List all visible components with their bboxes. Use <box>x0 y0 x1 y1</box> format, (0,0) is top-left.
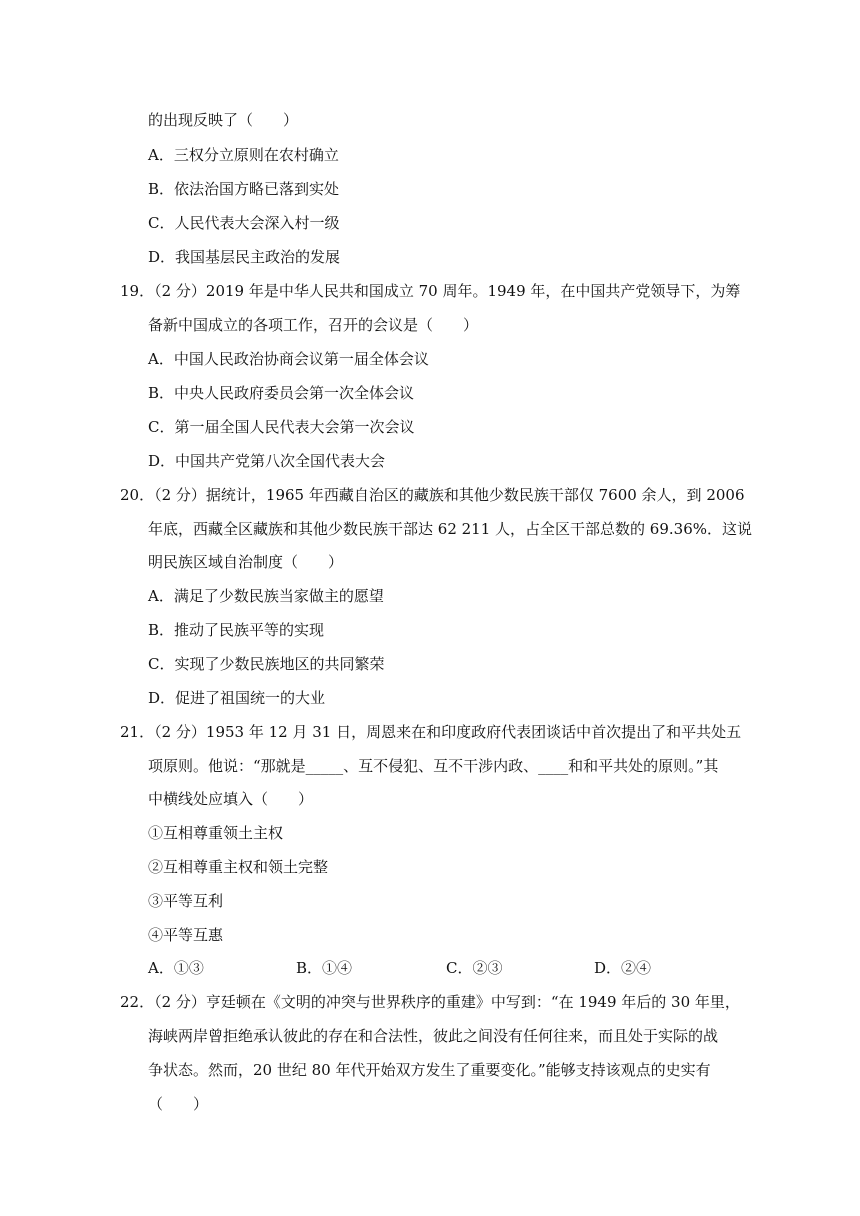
q19-option-b: B．中央人民政府委员会第一次全体会议 <box>148 384 415 402</box>
q20-option-a: A．满足了少数民族当家做主的愿望 <box>148 587 384 605</box>
q18-option-b: B．依法治国方略已落到实处 <box>148 180 340 198</box>
q19-stem-line-2: 备新中国成立的各项工作，召开的会议是（ ） <box>148 316 479 334</box>
q22-stem-line-1: 22．（2 分）亨廷顿在《文明的冲突与世界秩序的重建》中写到：“在 1949 年后的 30 年里， <box>120 993 740 1011</box>
q18-option-d: D．我国基层民主政治的发展 <box>148 248 341 266</box>
q20-option-d: D．促进了祖国统一的大业 <box>148 689 326 707</box>
q21-options-row <box>0 958 860 978</box>
q21-item-3: ③平等互利 <box>148 892 224 910</box>
q20-option-b: B．推动了民族平等的实现 <box>148 621 325 639</box>
q19-option-c: C．第一届全国人民代表大会第一次会议 <box>148 418 415 436</box>
q21-stem-line-2: 项原则。他说：“那就是_____、互不侵犯、互不干涉内政、____和和平共处的原则。”其 <box>148 757 719 775</box>
q21-option-a: A．①③ <box>148 959 204 977</box>
q21-stem-line-1: 21．（2 分）1953 年 12 月 31 日，周恩来在和印度政府代表团谈话中首次提出了和平共处五 <box>120 723 742 741</box>
q22-stem-line-3: 争状态。然而，20 世纪 80 年代开始双方发生了重要变化。”能够支持该观点的史实有 <box>148 1061 711 1079</box>
q21-item-1: ①互相尊重领土主权 <box>148 824 284 842</box>
q18-option-a: A．三权分立原则在农村确立 <box>148 146 339 164</box>
q21-option-d: D．②④ <box>594 959 652 977</box>
q18-option-c: C．人民代表大会深入村一级 <box>148 214 340 232</box>
q22-stem-line-2: 海峡两岸曾拒绝承认彼此的存在和合法性，彼此之间没有任何往来，而且处于实际的战 <box>148 1027 719 1045</box>
q21-item-4: ④平等互惠 <box>148 926 224 944</box>
q18-stem-end: 的出现反映了（ ） <box>148 111 299 129</box>
q19-stem-line-1: 19．（2 分）2019 年是中华人民共和国成立 70 周年。1949 年，在中国共产党领导下，为筹 <box>120 282 741 300</box>
q21-item-2: ②互相尊重主权和领土完整 <box>148 858 329 876</box>
q21-option-b: B．①④ <box>296 959 353 977</box>
q21-option-c: C．②③ <box>446 959 503 977</box>
q20-option-c: C．实现了少数民族地区的共同繁荣 <box>148 655 385 673</box>
q19-option-d: D．中国共产党第八次全国代表大会 <box>148 452 386 470</box>
q22-stem-line-4: （ ） <box>148 1095 209 1113</box>
q20-stem-line-1: 20．（2 分）据统计，1965 年西藏自治区的藏族和其他少数民族干部仅 7600 余人，到 2006 <box>120 486 745 504</box>
q20-stem-line-2: 年底，西藏全区藏族和其他少数民族干部达 62 211 人，占全区干部总数的 69.36%．这说 <box>148 520 752 538</box>
q21-stem-line-3: 中横线处应填入（ ） <box>148 790 314 808</box>
q19-option-a: A．中国人民政治协商会议第一届全体会议 <box>148 350 429 368</box>
q20-stem-line-3: 明民族区域自治制度（ ） <box>148 553 344 571</box>
